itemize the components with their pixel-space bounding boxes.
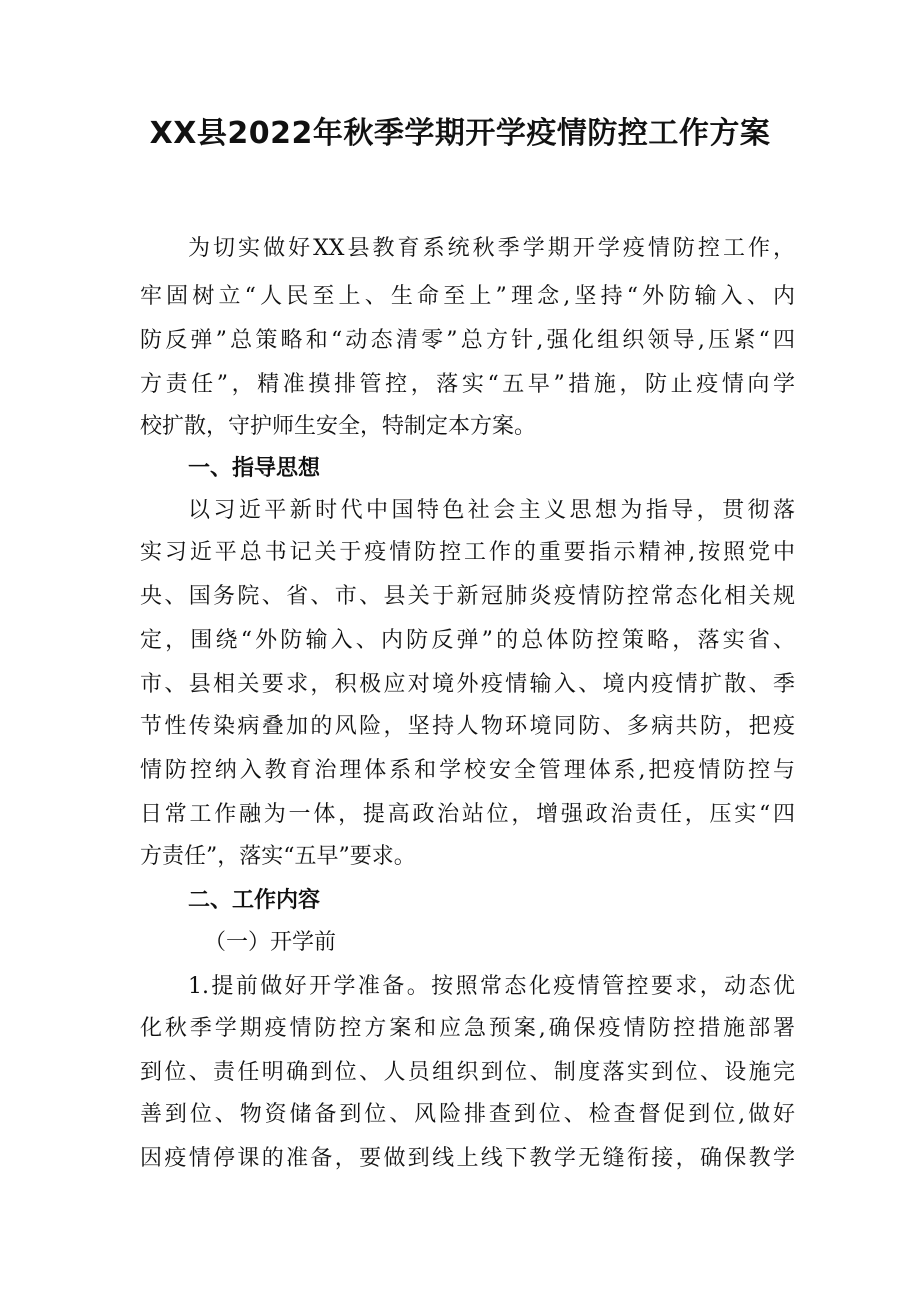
- paragraph-line: 日常工作融为一体，提高政治站位，增强政治责任，压实“四: [140, 802, 795, 827]
- section-heading: 一、指导思想: [188, 456, 321, 481]
- section-heading: 二、工作内容: [188, 888, 321, 913]
- paragraph-line: 定，围绕“外防输入、内防反弹”的总体防控策略，落实省、: [140, 628, 795, 653]
- paragraph-line: 牢固树立“人民至上、生命至上”理念,坚持“外防输入、内: [140, 284, 795, 309]
- paragraph-line: 情防控纳入教育治理体系和学校安全管理体系,把疫情防控与: [140, 758, 795, 783]
- paragraph-line: 化秋季学期疫情防控方案和应急预案,确保疫情防控措施部署: [140, 1016, 795, 1041]
- paragraph-line: 到位、责任明确到位、人员组织到位、制度落实到位、设施完: [140, 1060, 795, 1085]
- paragraph-line: 善到位、物资储备到位、风险排查到位、检查督促到位,做好: [140, 1102, 795, 1127]
- paragraph-line: 1.提前做好开学准备。按照常态化疫情管控要求，动态优: [188, 974, 795, 999]
- paragraph-line: 以习近平新时代中国特色社会主义思想为指导，贯彻落: [188, 498, 795, 523]
- paragraph-line: 方责任”，精准摸排管控，落实“五早”措施，防止疫情向学: [140, 372, 795, 397]
- paragraph-line: 校扩散，守护师生安全，特制定本方案。: [140, 414, 537, 439]
- paragraph-line: 节性传染病叠加的风险，坚持人物环境同防、多病共防，把疫: [140, 714, 795, 739]
- paragraph-line: 方责任”，落实“五早”要求。: [140, 844, 416, 869]
- paragraph-line: 防反弹”总策略和“动态清零”总方针,强化组织领导,压紧“四: [140, 328, 795, 353]
- document-title: XX县2022年秋季学期开学疫情防控工作方案: [149, 116, 771, 151]
- paragraph-line: 因疫情停课的准备，要做到线上线下教学无缝衔接，确保教学: [140, 1146, 795, 1171]
- subsection-heading: （一）开学前: [204, 930, 337, 955]
- paragraph-line: 为切实做好XX县教育系统秋季学期开学疫情防控工作，: [188, 236, 795, 261]
- paragraph-line: 央、国务院、省、市、县关于新冠肺炎疫情防控常态化相关规: [140, 584, 795, 609]
- paragraph-line: 市、县相关要求，积极应对境外疫情输入、境内疫情扩散、季: [140, 672, 795, 697]
- paragraph-line: 实习近平总书记关于疫情防控工作的重要指示精神,按照党中: [140, 540, 795, 565]
